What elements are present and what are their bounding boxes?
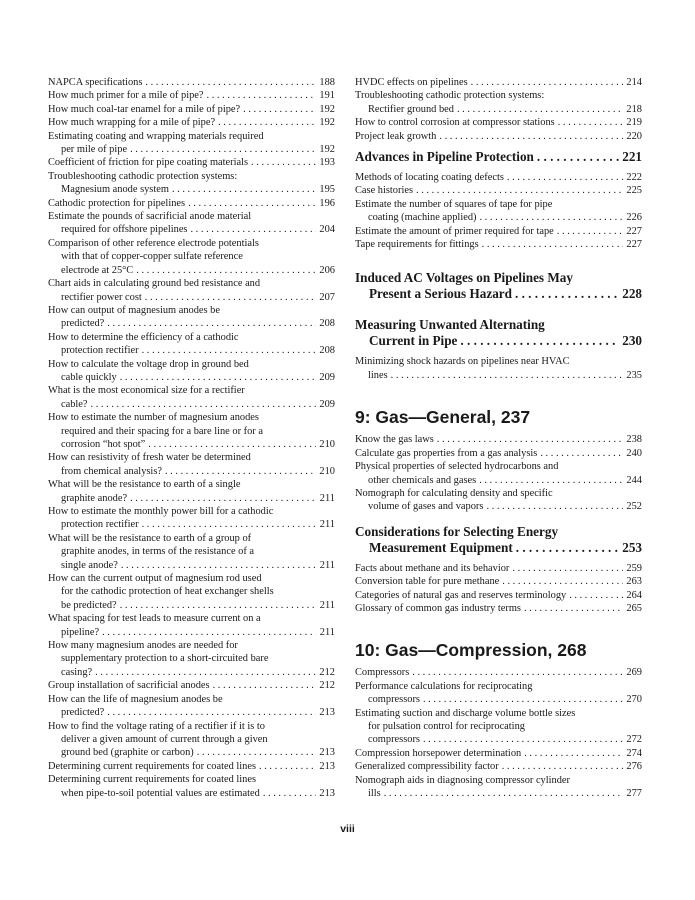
toc-entry[interactable] bbox=[48, 760, 335, 773]
entry-title: Group installation of sacrificial anodes bbox=[48, 680, 210, 692]
entry-title: Categories of natural gas and reserves terminology bbox=[355, 589, 567, 601]
entry-page-number: 219 bbox=[626, 117, 642, 129]
dot-leader bbox=[537, 149, 619, 165]
entry-title-line: Induced AC Voltages on Pipelines May bbox=[355, 270, 573, 286]
toc-entry[interactable] bbox=[48, 103, 335, 116]
dot-leader bbox=[190, 223, 316, 236]
entry-page-number: 192 bbox=[319, 144, 335, 156]
entry-title: predicted? bbox=[61, 318, 105, 330]
entry-page-number: 211 bbox=[319, 559, 335, 571]
entry-title: compressors bbox=[368, 694, 420, 706]
toc-entry[interactable] bbox=[355, 184, 642, 197]
toc-entry[interactable] bbox=[355, 666, 642, 679]
dot-leader bbox=[423, 693, 623, 706]
entry-title-line: What spacing for test leads to measure current on a bbox=[48, 613, 261, 625]
entry-page-number: 226 bbox=[626, 212, 642, 224]
toc-entry[interactable] bbox=[48, 505, 335, 532]
entry-title: Tape requirements for fittings bbox=[355, 239, 479, 251]
entry-title-line: Physical properties of selected hydrocarbons and bbox=[355, 461, 559, 473]
entry-title: rectifier power cost bbox=[61, 291, 142, 303]
entry-page-number: 213 bbox=[319, 707, 335, 719]
dot-leader bbox=[502, 760, 623, 773]
entry-page-number: 265 bbox=[626, 602, 642, 614]
entry-title: lines bbox=[368, 369, 388, 381]
entry-page-number: 211 bbox=[319, 626, 335, 638]
dot-leader bbox=[486, 500, 623, 513]
dot-leader bbox=[391, 369, 623, 382]
toc-entry[interactable] bbox=[355, 589, 642, 602]
entry-title-line: Performance calculations for reciprocating bbox=[355, 680, 533, 692]
entry-title-line: Minimizing shock hazards on pipelines near HVAC bbox=[355, 356, 570, 368]
toc-entry[interactable] bbox=[355, 198, 642, 225]
entry-page-number: 212 bbox=[319, 666, 335, 678]
toc-group-coating bbox=[355, 171, 642, 251]
page-number: viii bbox=[340, 823, 355, 835]
dot-leader bbox=[120, 599, 316, 612]
dot-leader bbox=[142, 518, 316, 531]
entry-page-number: 269 bbox=[626, 667, 642, 679]
entry-title: ground bed (graphite or carbon) bbox=[61, 747, 194, 759]
entry-page-number: 213 bbox=[319, 760, 335, 772]
entry-page-number: 274 bbox=[626, 747, 642, 759]
toc-entry[interactable] bbox=[48, 237, 335, 277]
toc-entry[interactable] bbox=[48, 130, 335, 157]
entry-page-number: 208 bbox=[319, 318, 335, 330]
entry-page-number: 191 bbox=[319, 90, 335, 102]
entry-title: pipeline? bbox=[61, 626, 100, 638]
toc-entry[interactable] bbox=[355, 433, 642, 446]
toc-group-cathodic-continued bbox=[355, 76, 642, 143]
toc-entry[interactable] bbox=[48, 532, 335, 572]
dot-leader bbox=[188, 197, 316, 210]
entry-title-line: How can resistivity of fresh water be determined bbox=[48, 452, 251, 464]
entry-page-number: 227 bbox=[626, 225, 642, 237]
entry-title-line: Measuring Unwanted Alternating bbox=[355, 317, 545, 333]
toc-entry[interactable] bbox=[48, 76, 335, 89]
toc-right-column bbox=[355, 76, 642, 800]
entry-title: How much wrapping for a mile of pipe? bbox=[48, 117, 216, 129]
toc-entry[interactable] bbox=[355, 707, 642, 747]
dot-leader bbox=[172, 183, 316, 196]
entry-title: predicted? bbox=[61, 707, 105, 719]
entry-page-number: 218 bbox=[626, 103, 642, 115]
entry-title: Generalized compressibility factor bbox=[355, 761, 499, 773]
entry-title: cable? bbox=[61, 398, 88, 410]
entry-title-line: Estimate the number of squares of tape for pipe bbox=[355, 198, 553, 210]
entry-title: coating (machine applied) bbox=[368, 212, 477, 224]
toc-entry[interactable] bbox=[355, 171, 642, 184]
dot-leader bbox=[145, 291, 316, 304]
dot-leader bbox=[136, 264, 316, 277]
entry-page-number: 253 bbox=[622, 539, 642, 555]
entry-title-line: Chart aids in calculating ground bed resistance and bbox=[48, 278, 261, 290]
entry-title: when pipe-to-soil potential values are estimated bbox=[61, 787, 260, 799]
dot-leader bbox=[423, 733, 623, 746]
entry-title: Case histories bbox=[355, 185, 414, 197]
section-heading-advances-pipeline-protection[interactable] bbox=[355, 149, 642, 165]
entry-title: Coefficient of friction for pipe coating materials bbox=[48, 157, 249, 169]
entry-page-number: 210 bbox=[319, 465, 335, 477]
dot-leader bbox=[102, 626, 316, 639]
entry-page-number: 277 bbox=[626, 788, 642, 799]
dot-leader bbox=[95, 666, 316, 679]
entry-title: Advances in Pipeline Protection bbox=[355, 149, 534, 165]
entry-title: from chemical analysis? bbox=[61, 465, 162, 477]
entry-title-line: How to find the voltage rating of a rectifier if it is to bbox=[48, 720, 265, 732]
toc-entry[interactable] bbox=[355, 355, 642, 382]
toc-entry[interactable] bbox=[48, 116, 335, 129]
entry-page-number: 213 bbox=[319, 787, 335, 799]
entry-page-number: 220 bbox=[626, 130, 642, 142]
entry-title-line: supplementary protection to a short-circuited bare bbox=[61, 653, 269, 665]
entry-page-number: 264 bbox=[626, 589, 642, 601]
toc-group-methane bbox=[355, 562, 642, 616]
entry-page-number: 212 bbox=[319, 680, 335, 692]
entry-title-line: for pulsation control for reciprocating bbox=[368, 720, 525, 732]
toc-entry[interactable] bbox=[48, 720, 335, 760]
entry-title-line: How to estimate the number of magnesium anodes bbox=[48, 412, 259, 424]
entry-title-line: Estimate the pounds of sacrificial anode material bbox=[48, 211, 252, 223]
entry-title-line: required and their spacing for a bare line or for a bbox=[61, 425, 263, 437]
entry-title-line: Nomograph aids in diagnosing compressor cylinder bbox=[355, 774, 570, 786]
entry-title: other chemicals and gases bbox=[368, 474, 477, 486]
toc-entry[interactable] bbox=[355, 116, 642, 129]
entry-title: cable quickly bbox=[61, 371, 117, 383]
entry-title: electrode at 25°C bbox=[61, 264, 134, 276]
entry-title-line: How to determine the efficiency of a cathodic bbox=[48, 331, 239, 343]
entry-title: Estimate the amount of primer required for tape bbox=[355, 225, 554, 237]
dot-leader bbox=[207, 89, 316, 102]
entry-title-line: How to estimate the monthly power bill for a cathodic bbox=[48, 506, 274, 517]
dot-leader bbox=[263, 787, 316, 800]
entry-title-line: How can the current output of magnesium rod used bbox=[48, 573, 262, 585]
entry-title: protection rectifier bbox=[61, 519, 139, 531]
toc-entry[interactable] bbox=[48, 89, 335, 102]
toc-group-compression bbox=[355, 666, 642, 800]
toc-entry[interactable] bbox=[48, 411, 335, 451]
dot-leader bbox=[148, 438, 316, 451]
toc-entry[interactable] bbox=[355, 460, 642, 487]
toc-entry[interactable] bbox=[48, 679, 335, 692]
entry-title: Conversion table for pure methane bbox=[355, 576, 500, 588]
toc-entry[interactable] bbox=[48, 612, 335, 639]
entry-title-line: Troubleshooting cathodic protection systems: bbox=[355, 90, 545, 102]
toc-group-gas-general bbox=[355, 433, 642, 513]
entry-title: Know the gas laws bbox=[355, 434, 434, 446]
dot-leader bbox=[516, 540, 620, 556]
entry-title: graphite anode? bbox=[61, 492, 128, 504]
entry-title: Cathodic protection for pipelines bbox=[48, 197, 186, 209]
entry-title-line: How can output of magnesium anodes be bbox=[48, 304, 220, 316]
dot-leader bbox=[145, 76, 316, 89]
entry-page-number: 211 bbox=[319, 492, 335, 504]
entry-page-number: 222 bbox=[626, 172, 642, 184]
entry-page-number: 207 bbox=[319, 291, 335, 303]
entry-title: Present a Serious Hazard bbox=[369, 286, 512, 302]
entry-title: How much coal-tar enamel for a mile of pipe? bbox=[48, 103, 241, 115]
dot-leader bbox=[107, 706, 316, 719]
entry-page-number: 206 bbox=[319, 264, 335, 276]
entry-title: Calculate gas properties from a gas analysis bbox=[355, 447, 538, 459]
entry-title: Rectifier ground bed bbox=[368, 103, 454, 115]
entry-title-line: graphite anodes, in terms of the resistance of a bbox=[61, 546, 255, 558]
entry-page-number: 230 bbox=[622, 333, 642, 349]
section-heading-measuring-unwanted-current[interactable] bbox=[355, 317, 642, 349]
dot-leader bbox=[251, 156, 316, 169]
dot-leader bbox=[482, 238, 623, 251]
entry-title: protection rectifier bbox=[61, 345, 139, 357]
entry-page-number: 270 bbox=[626, 694, 642, 706]
toc-entry[interactable] bbox=[355, 774, 642, 801]
dot-leader bbox=[165, 465, 316, 478]
entry-page-number: 238 bbox=[626, 434, 642, 446]
dot-leader bbox=[460, 333, 619, 349]
dot-leader bbox=[557, 225, 623, 238]
entry-title-line: Estimating suction and discharge volume bottle sizes bbox=[355, 707, 576, 719]
entry-page-number: 192 bbox=[319, 103, 335, 115]
entry-title-line: How many magnesium anodes are needed for bbox=[48, 640, 238, 652]
entry-title-line: What will be the resistance to earth of a single bbox=[48, 479, 241, 491]
entry-title: Magnesium anode system bbox=[61, 184, 169, 196]
section-heading-energy-measurement[interactable] bbox=[355, 524, 642, 556]
entry-title-line: Considerations for Selecting Energy bbox=[355, 523, 559, 539]
chapter-heading-gas-general[interactable]: 9: Gas—General, 237 bbox=[355, 407, 531, 428]
entry-title: HVDC effects on pipelines bbox=[355, 77, 468, 88]
dot-leader bbox=[569, 589, 623, 602]
dot-leader bbox=[384, 787, 623, 800]
toc-entry[interactable] bbox=[48, 210, 335, 237]
toc-entry[interactable] bbox=[48, 773, 335, 800]
toc-entry[interactable] bbox=[355, 89, 642, 116]
toc-entry[interactable] bbox=[48, 572, 335, 612]
entry-title-line: deliver a given amount of current through a given bbox=[61, 733, 268, 745]
dot-leader bbox=[412, 666, 623, 679]
dot-leader bbox=[130, 143, 316, 156]
entry-title: casing? bbox=[61, 666, 93, 678]
toc-entry[interactable] bbox=[48, 304, 335, 331]
entry-page-number: 204 bbox=[319, 224, 335, 236]
entry-title: Measurement Equipment bbox=[369, 539, 513, 555]
entry-title: Current in Pipe bbox=[369, 333, 458, 349]
toc-entry[interactable] bbox=[355, 225, 642, 238]
dot-leader bbox=[142, 344, 316, 357]
dot-leader bbox=[457, 103, 623, 116]
entry-title-line: for the cathodic protection of heat exchanger shells bbox=[61, 586, 274, 598]
entry-title: How much primer for a mile of pipe? bbox=[48, 90, 204, 102]
entry-title: NAPCA specifications bbox=[48, 77, 143, 88]
entry-title-line: How can the life of magnesium anodes be bbox=[48, 693, 223, 705]
entry-title: volume of gases and vapors bbox=[368, 501, 484, 513]
toc-entry[interactable] bbox=[48, 331, 335, 358]
toc-entry[interactable] bbox=[355, 575, 642, 588]
toc-entry[interactable] bbox=[48, 277, 335, 304]
toc-left-column bbox=[48, 76, 335, 800]
entry-title: per mile of pipe bbox=[61, 144, 128, 156]
toc-entry[interactable] bbox=[48, 693, 335, 720]
entry-title: Project leak growth bbox=[355, 130, 437, 142]
entry-page-number: 272 bbox=[626, 734, 642, 746]
toc-entry[interactable] bbox=[355, 562, 642, 575]
dot-leader bbox=[416, 184, 623, 197]
toc-entry[interactable] bbox=[355, 760, 642, 773]
dot-leader bbox=[107, 317, 316, 330]
entry-page-number: 211 bbox=[319, 599, 335, 611]
entry-page-number: 213 bbox=[319, 747, 335, 759]
entry-title: How to control corrosion at compressor stations bbox=[355, 117, 555, 129]
dot-leader bbox=[243, 103, 316, 116]
entry-title-line: What will be the resistance to earth of a group of bbox=[48, 532, 252, 544]
entry-title-line: Troubleshooting cathodic protection systems: bbox=[48, 170, 238, 182]
entry-page-number: 214 bbox=[626, 77, 642, 88]
entry-page-number: 211 bbox=[319, 519, 335, 531]
entry-title-line: Determining current requirements for coated lines bbox=[48, 774, 257, 786]
entry-title-line: Estimating coating and wrapping materials required bbox=[48, 130, 264, 142]
section-heading-induced-ac-voltages[interactable] bbox=[355, 270, 642, 302]
chapter-heading-gas-compression[interactable]: 10: Gas—Compression, 268 bbox=[355, 640, 587, 661]
entry-page-number: 221 bbox=[622, 149, 642, 165]
entry-title: Facts about methane and its behavior bbox=[355, 562, 510, 574]
toc-entry[interactable] bbox=[48, 478, 335, 505]
toc-entry[interactable] bbox=[48, 197, 335, 210]
dot-leader bbox=[437, 433, 623, 446]
entry-page-number: 209 bbox=[319, 398, 335, 410]
entry-page-number: 208 bbox=[319, 345, 335, 357]
entry-title-line: Nomograph for calculating density and specific bbox=[355, 487, 553, 499]
entry-title: required for offshore pipelines bbox=[61, 224, 188, 236]
dot-leader bbox=[259, 760, 316, 773]
toc-entry[interactable] bbox=[355, 487, 642, 514]
dot-leader bbox=[524, 602, 623, 615]
entry-title-line: with that of copper-copper sulfate reference bbox=[61, 251, 243, 263]
dot-leader bbox=[512, 562, 623, 575]
entry-title: Determining current requirements for coated lines bbox=[48, 760, 257, 772]
dot-leader bbox=[471, 76, 623, 89]
entry-page-number: 188 bbox=[319, 77, 335, 88]
toc-entry[interactable] bbox=[355, 747, 642, 760]
toc-entry[interactable] bbox=[48, 451, 335, 478]
dot-leader bbox=[130, 492, 316, 505]
toc-entry[interactable] bbox=[355, 447, 642, 460]
entry-page-number: 276 bbox=[626, 761, 642, 773]
toc-entry[interactable] bbox=[355, 130, 642, 143]
entry-page-number: 259 bbox=[626, 562, 642, 574]
entry-page-number: 225 bbox=[626, 185, 642, 197]
entry-page-number: 196 bbox=[319, 197, 335, 209]
toc-entry[interactable] bbox=[355, 680, 642, 707]
entry-title-line: What is the most economical size for a rectifier bbox=[48, 385, 245, 397]
entry-title: ills bbox=[368, 788, 381, 799]
toc-group-shock-hazards bbox=[355, 355, 642, 382]
entry-title: Methods of locating coating defects bbox=[355, 172, 504, 184]
entry-title: Compression horsepower determination bbox=[355, 747, 522, 759]
dot-leader bbox=[213, 679, 316, 692]
toc-entry[interactable] bbox=[48, 358, 335, 385]
entry-page-number: 195 bbox=[319, 184, 335, 196]
dot-leader bbox=[558, 116, 623, 129]
entry-page-number: 252 bbox=[626, 501, 642, 513]
dot-leader bbox=[479, 211, 623, 224]
dot-leader bbox=[524, 747, 623, 760]
toc-entry[interactable] bbox=[355, 76, 642, 89]
dot-leader bbox=[515, 286, 619, 302]
entry-title: Glossary of common gas industry terms bbox=[355, 602, 521, 614]
entry-page-number: 192 bbox=[319, 117, 335, 129]
entry-title-line: How to calculate the voltage drop in ground bed bbox=[48, 358, 249, 370]
dot-leader bbox=[540, 447, 623, 460]
entry-page-number: 210 bbox=[319, 438, 335, 450]
entry-title: single anode? bbox=[61, 559, 118, 571]
toc-entry[interactable] bbox=[355, 602, 642, 615]
dot-leader bbox=[197, 746, 316, 759]
toc-entry[interactable] bbox=[48, 639, 335, 679]
entry-title: Compressors bbox=[355, 667, 410, 679]
dot-leader bbox=[507, 171, 623, 184]
entry-page-number: 240 bbox=[626, 447, 642, 459]
entry-title-line: Comparison of other reference electrode potentials bbox=[48, 237, 259, 249]
entry-page-number: 228 bbox=[622, 286, 642, 302]
entry-title: be predicted? bbox=[61, 599, 117, 611]
toc-entry[interactable] bbox=[48, 170, 335, 197]
toc-entry[interactable] bbox=[48, 156, 335, 169]
entry-page-number: 235 bbox=[626, 369, 642, 381]
entry-page-number: 244 bbox=[626, 474, 642, 486]
dot-leader bbox=[218, 116, 316, 129]
dot-leader bbox=[120, 371, 316, 384]
dot-leader bbox=[439, 130, 623, 143]
dot-leader bbox=[479, 474, 623, 487]
dot-leader bbox=[91, 398, 316, 411]
entry-page-number: 263 bbox=[626, 576, 642, 588]
toc-entry[interactable] bbox=[355, 238, 642, 251]
entry-title: compressors bbox=[368, 734, 420, 746]
dot-leader bbox=[121, 559, 316, 572]
toc-entry[interactable] bbox=[48, 384, 335, 411]
entry-page-number: 227 bbox=[626, 239, 642, 251]
entry-page-number: 193 bbox=[319, 157, 335, 169]
dot-leader bbox=[502, 575, 623, 588]
entry-page-number: 209 bbox=[319, 371, 335, 383]
entry-title: corrosion “hot spot” bbox=[61, 438, 146, 450]
